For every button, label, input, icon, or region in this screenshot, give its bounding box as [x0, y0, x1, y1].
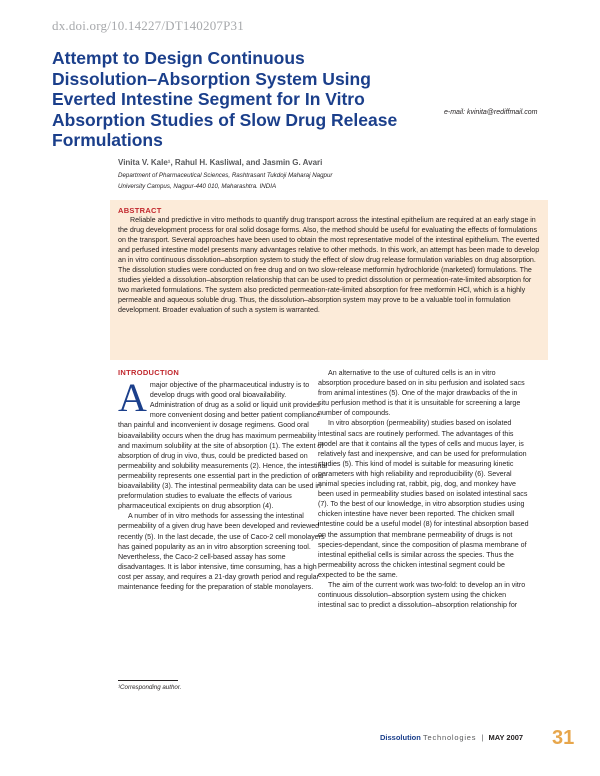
footer-separator: | — [481, 733, 484, 742]
introduction-heading: INTRODUCTION — [118, 368, 180, 377]
intro-paragraph-5: The aim of the current work was two-fold: to develop an in vitro continuous dissolution–absorption system using the chicken intestinal sac to predict a dissolution–absorption relationship for — [318, 580, 526, 610]
intro-paragraph-3: An alternative to the use of cultured cells is an in vitro absorption procedure based on in situ perfusion and isolated sacs from animal intestines (5). One of the major drawbacks of the in situ perfusion method is that it is unsuitable for screening a large number of compounds. — [318, 369, 525, 418]
abstract-text: Reliable and predictive in vitro methods to quantify drug transport across the intestinal epithelium are required at an early stage in the drug development process for oral solid dosage forms. Also, the method should be useful for evaluating the effects of formulations on the transport. Several approaches have been used to obtain the most representative model of the intestinal epithelium. The everted and perfused intestine model presents many advantages relative to other methods. In this work, an attempt has been made to develop an in vitro continuous dissolution–absorption system to study the effect of slow drug release formulation variables on drug absorption. The dissolution studies were conducted on free drug and on two slow-release metformin hydrochloride (marketed) formulations. The studies yielded a dissolution–absorption relationship that can be used to predict dissolution or permeation-rate-limited absorption for two marketed formulations. The system also predicted permeation-rate-limited absorption for free metformin HCl, which is a highly permeable and aqueous soluble drug. Thus, the dissolution–absorption system may prove to be a valuable tool in formulation development. Broader evaluation of such a system is warranted. — [118, 216, 540, 314]
right-column — [318, 368, 530, 610]
intro-paragraph-1-text: major objective of the pharmaceutical industry is to develop drugs with good oral bioavailability. Administration of drug as a solid or liquid unit provides more convenient dosing and better patient compliance than painful and inconvenient iv dosage regimens. Good oral bioavailability occurs when the drug has maximum permeability and maximum solubility at the site of absorption (1). The extent of absorption of drug in vivo, thus, could be predicted based on permeability and solubility measurements (2). Hence, the intestinal permeability represents one essential part in the prediction of oral bioavailability (3). The intestinal permeability data can be used in preformulation studies to evaluate the effects of various pharmaceutical excipients on drug absorption (4). — [118, 381, 327, 511]
abstract-heading: ABSTRACT — [118, 206, 162, 215]
left-column — [118, 368, 330, 592]
intro-paragraph-1 — [118, 375, 330, 511]
footnote-rule — [118, 680, 178, 681]
affiliation-line-2: University Campus, Nagpur-440 010, Maharashtra. INDIA — [118, 183, 277, 190]
journal-name-part-2: Technologies — [422, 733, 477, 742]
footnote: ¹Corresponding author. — [118, 684, 182, 691]
affiliation-line-1: Department of Pharmaceutical Sciences, Rashtrasant Tukdoji Maharaj Nagpur — [118, 172, 333, 179]
journal-footer — [380, 733, 523, 742]
article-title: Attempt to Design Continuous Dissolution–Absorption System Using Everted Intestine Segment for In Vitro Absorption Studies of Slow Drug Release Formulations — [52, 48, 398, 150]
author-list: Vinita V. Kale¹, Rahul H. Kasliwal, and Jasmin G. Avari — [118, 158, 323, 167]
author-email: e-mail: kvinita@rediffmail.com — [444, 109, 538, 116]
issue-date: MAY 2007 — [488, 733, 524, 742]
doi-label: dx.doi.org/10.14227/DT140207P31 — [52, 18, 244, 33]
page-number: 31 — [552, 727, 575, 749]
journal-name-part-1: Dissolution — [380, 733, 421, 742]
intro-paragraph-4: In vitro absorption (permeability) studies based on isolated intestinal sacs are routinely performed. The advantages of this model are that it contains all the types of cells and mucus layer, is relatively fast and inexpensive, and can be used for preformulation studies (5). This kind of model is suitable for measuring kinetic parameters with high reliability and reproducibility (6). Several animal species including rat, rabbit, pig, dog, and monkey have been used in permeability studies based on isolated intestinal sacs (7). To the best of our knowledge, in vitro absorption studies using chicken intestine have never been reported. The chicken small intestine could be a useful model (8) for intestinal absorption based on the assumption that membrane permeability of drugs is not species-dependant, since the composition of plasma membrane of intestinal epithelial cells is similar across the species. Thus the permeability across the chicken intestinal segment could be expected to be the same. — [318, 419, 529, 579]
intro-paragraph-2: A number of in vitro methods for assessing the intestinal permeability of a given drug have been developed and reviewed recently (5). In the last decade, the use of Caco-2 cell monolayers has gained popularity as an in vitro absorption screening tool. Nevertheless, the Caco-2 cell-based assay has some disadvantages. It is labor intensive, time consuming, has a high cost per assay, and requires a 21-day growth period and regular maintenance feeding for the preparation of stable monolayers. — [118, 512, 325, 591]
drop-cap: A — [118, 375, 147, 421]
